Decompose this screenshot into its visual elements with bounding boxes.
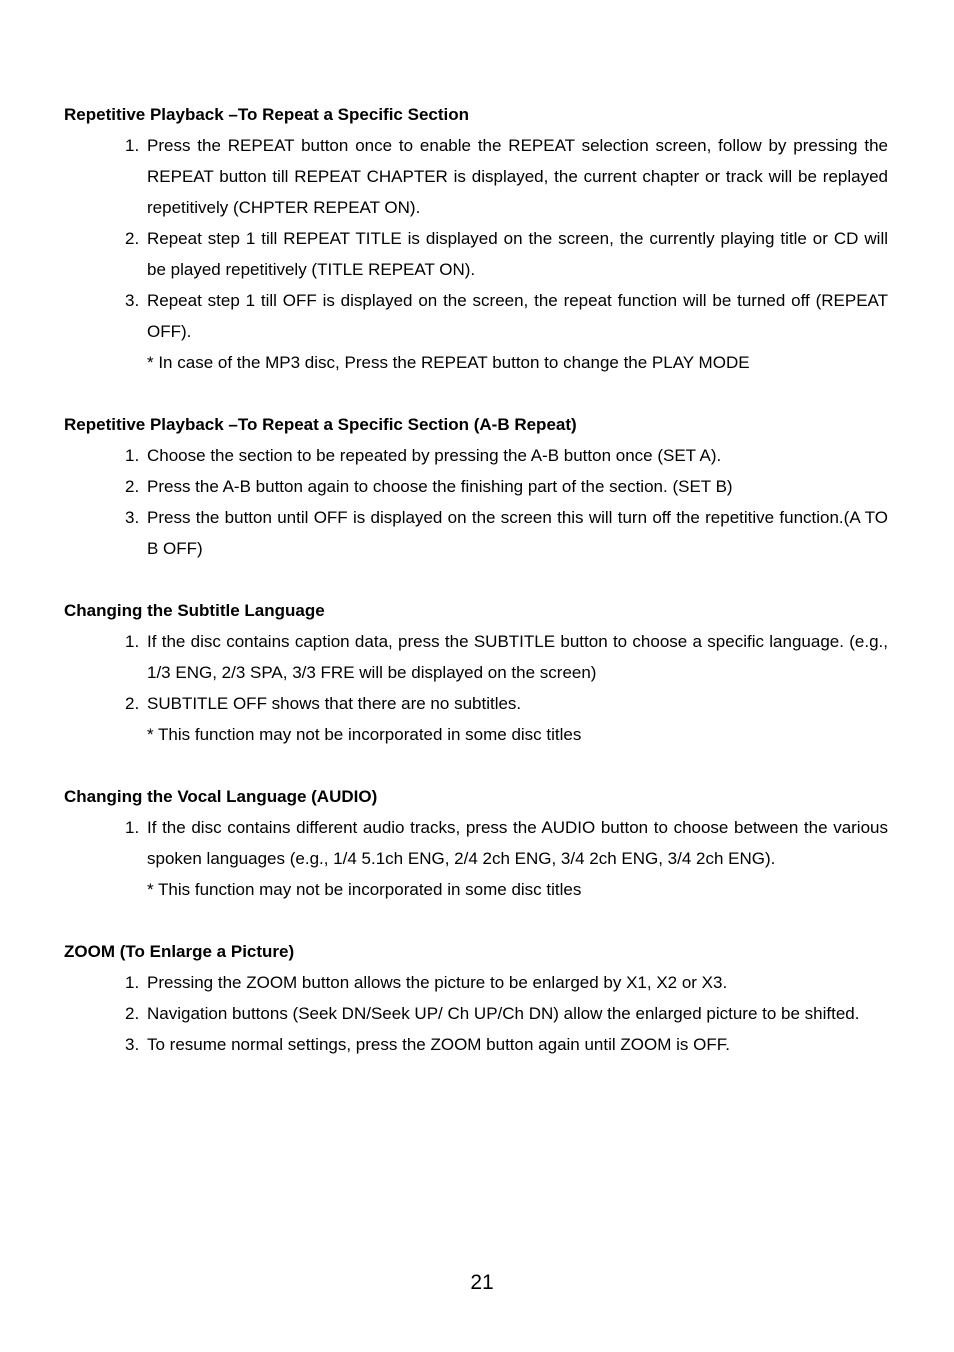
item-number: 2. (125, 1004, 140, 1023)
item-text: Pressing the ZOOM button allows the picture to be enlarged by X1, X2 or X3. (147, 973, 728, 992)
section-zoom (64, 936, 888, 1060)
item-number: 3. (125, 291, 140, 310)
item-text: Navigation buttons (Seek DN/Seek UP/ Ch UP/Ch DN) allow the enlarged picture to be shifted. (147, 1004, 860, 1023)
list-item (125, 440, 888, 471)
list-item (125, 967, 888, 998)
item-text: Press the button until OFF is displayed on the screen this will turn off the repetitive function.(A TO B OFF) (147, 508, 888, 558)
instruction-list (64, 130, 888, 347)
section-heading: Changing the Vocal Language (AUDIO) (64, 787, 378, 806)
item-number: 3. (125, 1035, 140, 1054)
section-audio (64, 781, 888, 905)
item-number: 1. (125, 818, 140, 837)
section-heading: Repetitive Playback –To Repeat a Specific Section (A-B Repeat) (64, 415, 577, 434)
section-subtitle (64, 595, 888, 750)
item-number: 2. (125, 229, 140, 248)
item-number: 2. (125, 477, 140, 496)
list-item (125, 812, 888, 874)
item-number: 2. (125, 694, 140, 713)
item-number: 3. (125, 508, 140, 527)
list-item (125, 626, 888, 688)
item-text: If the disc contains different audio tracks, press the AUDIO button to choose between the various spoken languages (e.g., 1/4 5.1ch ENG, 2/4 2ch ENG, 3/4 2ch ENG, 3/4 2ch ENG). (147, 818, 888, 868)
section-heading: ZOOM (To Enlarge a Picture) (64, 942, 295, 961)
item-text: Repeat step 1 till REPEAT TITLE is displayed on the screen, the currently playing title or CD will be played repetitively (TITLE REPEAT ON). (147, 229, 888, 279)
list-item (125, 130, 888, 223)
list-item (125, 285, 888, 347)
item-text: SUBTITLE OFF shows that there are no subtitles. (147, 694, 522, 713)
list-item (125, 223, 888, 285)
instruction-list (64, 812, 888, 874)
section-heading: Repetitive Playback –To Repeat a Specific Section (64, 105, 470, 124)
item-text: Press the REPEAT button once to enable the REPEAT selection screen, follow by pressing the REPEAT button till REPEAT CHAPTER is displayed, the current chapter or track will be replayed repetitively (CHPTER REPEAT ON). (147, 136, 888, 217)
list-item (125, 1029, 888, 1060)
list-item (125, 471, 888, 502)
section-ab-repeat (64, 409, 888, 564)
item-text: Choose the section to be repeated by pressing the A-B button once (SET A). (147, 446, 722, 465)
instruction-list (64, 967, 888, 1060)
section-note: * In case of the MP3 disc, Press the REPEAT button to change the PLAY MODE (147, 353, 750, 372)
item-number: 1. (125, 973, 140, 992)
list-item (125, 688, 888, 719)
manual-page (64, 99, 888, 1091)
section-note: * This function may not be incorporated in some disc titles (147, 880, 582, 899)
item-number: 1. (125, 446, 140, 465)
item-text: To resume normal settings, press the ZOOM button again until ZOOM is OFF. (147, 1035, 730, 1054)
list-item (125, 998, 888, 1029)
item-number: 1. (125, 632, 140, 651)
section-repeat (64, 99, 888, 378)
section-note: * This function may not be incorporated in some disc titles (147, 725, 582, 744)
instruction-list (64, 626, 888, 719)
instruction-list (64, 440, 888, 564)
item-text: If the disc contains caption data, press the SUBTITLE button to choose a specific language. (e.g., 1/3 ENG, 2/3 SPA, 3/3 FRE will be displayed on the screen) (147, 632, 888, 682)
item-text: Repeat step 1 till OFF is displayed on the screen, the repeat function will be turned off (REPEAT OFF). (147, 291, 888, 341)
item-number: 1. (125, 136, 140, 155)
list-item (125, 502, 888, 564)
page-number: 21 (470, 1271, 494, 1294)
section-heading: Changing the Subtitle Language (64, 601, 325, 620)
item-text: Press the A-B button again to choose the finishing part of the section. (SET B) (147, 477, 733, 496)
